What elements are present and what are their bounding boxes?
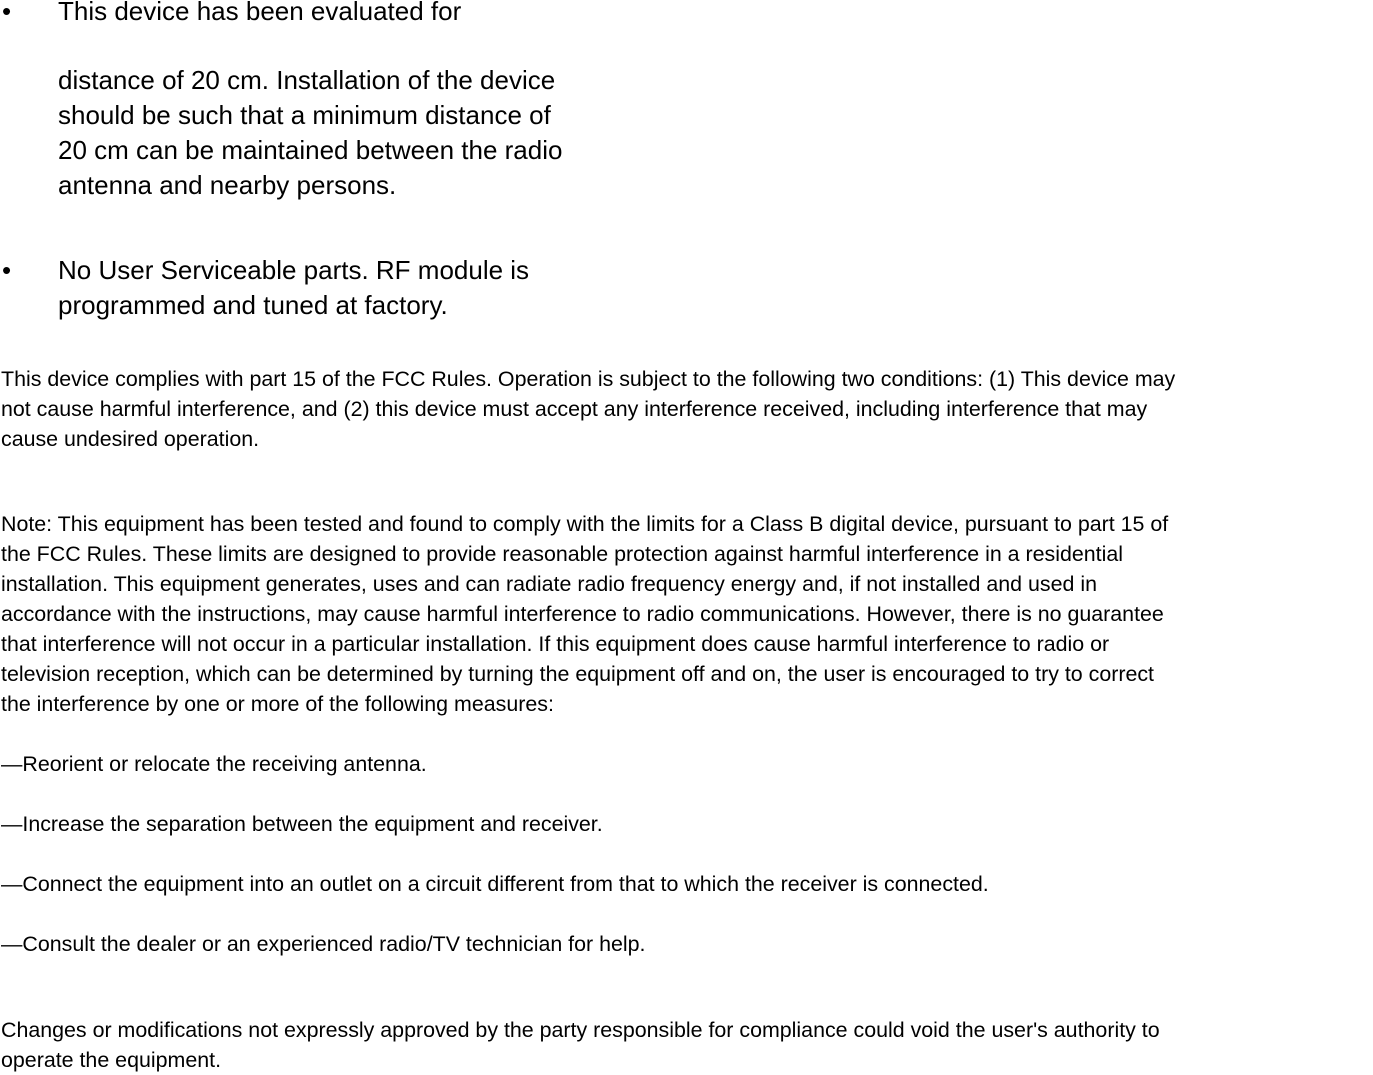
measure-text: —Consult the dealer or an experienced radio/TV technician for help. [1, 932, 646, 956]
measure-item [1, 869, 1373, 899]
paragraph-line: accordance with the instructions, may cause harmful interference to radio communications. However, there is no guarantee [1, 602, 1164, 626]
paragraph-line: the interference by one or more of the following measures: [1, 692, 554, 716]
class-b-note [1, 509, 1373, 719]
bullet-text-line: programmed and tuned at factory. [58, 290, 448, 320]
measure-item [1, 809, 1373, 839]
paragraph-line: cause undesired operation. [1, 427, 260, 451]
measure-item [1, 749, 1373, 779]
paragraph-line: the FCC Rules. These limits are designed to provide reasonable protection against harmful interference in a residential [1, 542, 1124, 566]
paragraph-line: This device complies with part 15 of the FCC Rules. Operation is subject to the following two conditions: (1) This device may [1, 367, 1176, 391]
measure-text: —Reorient or relocate the receiving antenna. [1, 752, 427, 776]
paragraph-line: operate the equipment. [1, 1048, 222, 1072]
changes-warning [1, 1015, 1373, 1075]
paragraph-line: television reception, which can be determined by turning the equipment off and on, the user is encouraged to try to correct [1, 662, 1155, 686]
measure-text: —Connect the equipment into an outlet on a circuit different from that to which the receiver is connected. [1, 872, 989, 896]
bullet-text-line: 20 cm can be maintained between the radio [58, 135, 563, 165]
bullet-symbol: • [2, 255, 12, 285]
paragraph-line: installation. This equipment generates, uses and can radiate radio frequency energy and, if not installed and used in [1, 572, 1097, 596]
bullet-text-line: No User Serviceable parts. RF module is [58, 255, 530, 285]
bullet-text-line: should be such that a minimum distance of [58, 100, 551, 130]
bullet-symbol: • [2, 0, 12, 26]
paragraph-line: Changes or modifications not expressly approved by the party responsible for compliance could void the user's authority to [1, 1018, 1160, 1042]
paragraph-line: not cause harmful interference, and (2) this device must accept any interference received, including interference that may [1, 397, 1148, 421]
bullet-text-line: This device has been evaluated for [58, 0, 462, 26]
paragraph-line: Note: This equipment has been tested and found to comply with the limits for a Class B digital device, pursuant to part 15 of [1, 512, 1169, 536]
paragraph-line: that interference will not occur in a particular installation. If this equipment does cause harmful interference to radio or [1, 632, 1110, 656]
compliance-statement [1, 364, 1373, 454]
measure-text: —Increase the separation between the equipment and receiver. [1, 812, 603, 836]
measure-item [1, 929, 1373, 959]
bullet-text-line: distance of 20 cm. Installation of the device [58, 65, 556, 95]
bullet-text-line: antenna and nearby persons. [58, 170, 397, 200]
